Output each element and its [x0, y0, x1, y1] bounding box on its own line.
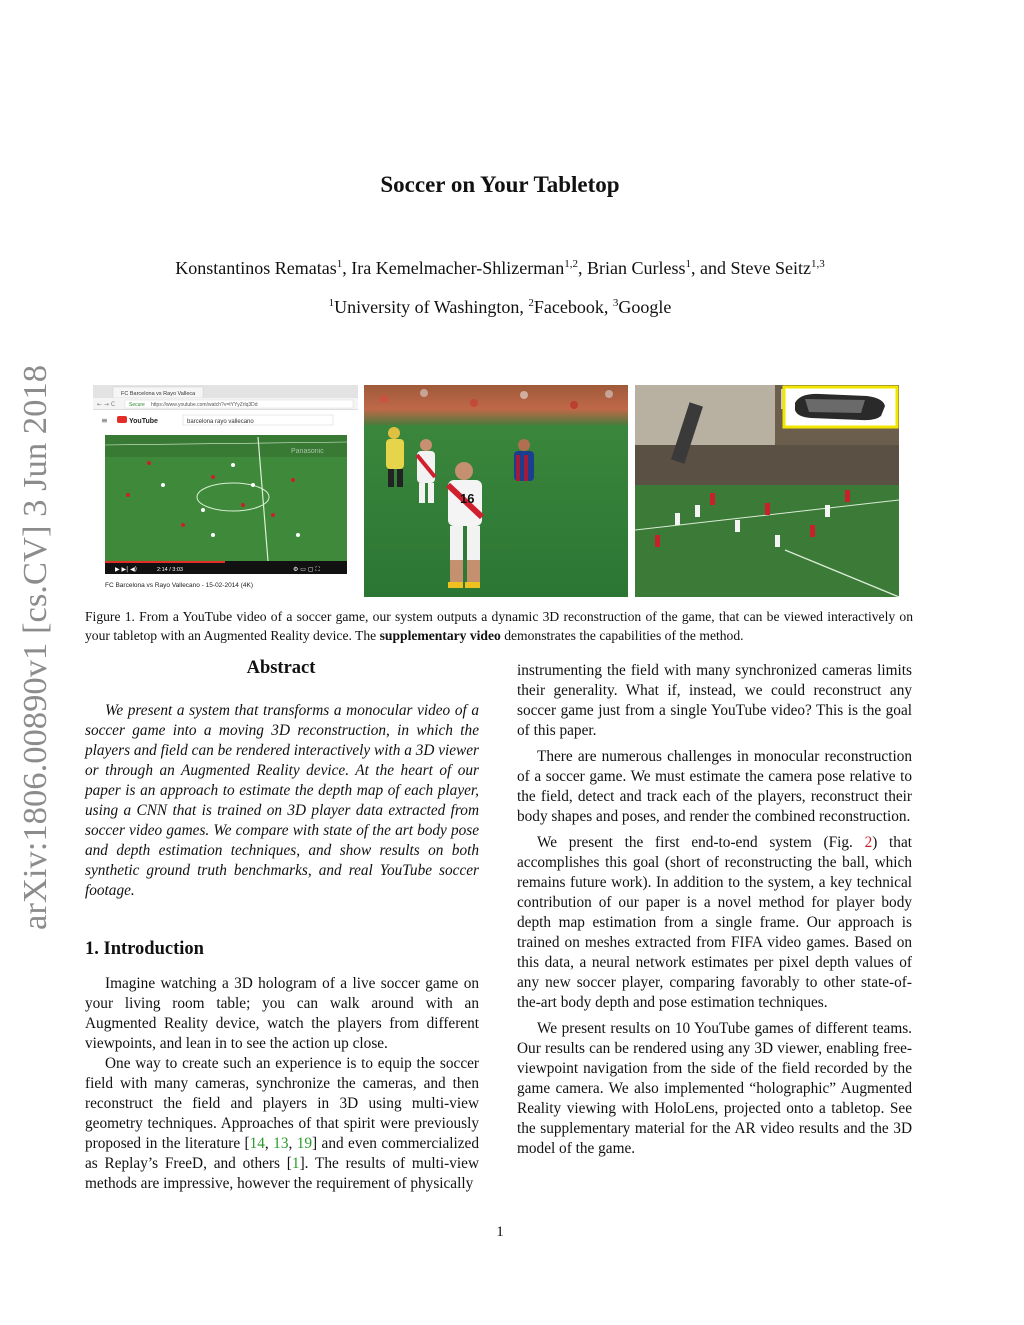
intro-paragraph-citations: One way to create such an experience is to equip the soccer field with many cameras, synchronize the cameras, and then reconstruct the field and players in 3D using multi-view geometry techniques. Approaches of that spirit were previously proposed in the literature [14, 13, 19] and even commercialized as Replay’s FreeD, and others [1]. The results of multi-view methods are impressive, however the requirement of physically — [85, 1055, 479, 1192]
citation-link[interactable]: 14 — [249, 1135, 265, 1152]
author-name: Steve Seitz — [730, 258, 811, 278]
citation-link[interactable]: 1 — [291, 1155, 300, 1172]
author-separator: , — [342, 258, 352, 278]
abstract-body — [85, 701, 479, 901]
caption-bold-text: supplementary video — [379, 628, 501, 643]
abstract-heading: Abstract — [246, 658, 316, 678]
figure-link[interactable]: 2 — [864, 834, 873, 851]
video-title: FC Barcelona vs Rayo Vallecano - 15-02-2014 (4K) — [105, 582, 254, 589]
youtube-search-text: barcelona rayo vallecano — [187, 419, 254, 425]
author-name: Ira Kemelmacher-Shlizerman — [351, 258, 565, 278]
video-settings-icons: ⚙ ▭ ▢ ⛶ — [293, 566, 320, 573]
affil-separator: , — [519, 297, 529, 317]
intro-paragraph: Imagine watching a 3D hologram of a live soccer game on your living room table; you can walk around with an Augmented Reality device, watch the players from different viewpoints, and lean in to see the action up close. — [85, 975, 479, 1052]
affil-sup: 3 — [612, 297, 619, 309]
author-affil-sup: 1,2 — [564, 258, 579, 270]
intro-text: One way to create such an experience is to equip the soccer field with many cameras, synchronize the cameras, and then reconstruct the field and players in 3D using multi-view geometry techniques. Approaches of that spirit were previously proposed in the literature [ — [85, 1055, 479, 1152]
affil-sup: 1 — [328, 297, 335, 309]
caption-text-end: demonstrates the capabilities of the method. — [500, 628, 744, 643]
intro-text: ] and even commercialized as Replay’s FreeD, and others [ — [85, 1135, 479, 1172]
author-name: Konstantinos Rematas — [175, 258, 337, 278]
figure-caption — [85, 607, 913, 645]
affil-name: Google — [618, 297, 672, 317]
abstract-text: We present a system that transforms a monocular video of a soccer game into a moving 3D reconstruction, in which the players and field can be rendered interactively with a 3D viewer or through an Augmented Reality device. At the heart of our paper is an approach to estimate the depth map of each player, using a CNN that is trained on 3D player data extracted from soccer video games. We compare with state of the art body pose and depth estimation techniques, and show results on both synthetic ground truth benchmarks, and real YouTube soccer footage. — [85, 702, 479, 899]
intro-text: ) that accomplishes this goal (short of reconstructing the ball, which remains future work). In addition to the system, a key technical contribution of our paper is a novel method for player body depth map estimation from a single frame. Our approach is trained on meshes extracted from FIFA video games. Based on this data, a neural network estimates per pixel depth values of any new soccer player, comparing favorably to other state-of-the-art body depth and pose estimation techniques. — [517, 834, 912, 1011]
arxiv-stamp — [10, 360, 56, 940]
video-watermark: Panasonic — [291, 448, 324, 455]
intro-right-column — [517, 661, 912, 1159]
author-affil-sup: 1 — [685, 258, 692, 270]
citation-link[interactable]: 19 — [296, 1135, 313, 1152]
paper-title: Soccer on Your Tabletop — [380, 172, 620, 197]
jersey-number: 16 — [460, 491, 475, 506]
browser-url: https://www.youtube.com/watch?v=tYYyZrlq3Dd — [151, 402, 258, 408]
browser-nav-icons: ← → C — [97, 401, 116, 408]
intro-text: ]. The results of multi-view methods are impressive, however the requirement of physically — [85, 1155, 479, 1192]
author-separator: , — [578, 258, 588, 278]
intro-heading: 1. Introduction — [85, 939, 204, 959]
caption-text: Figure 1. From a YouTube video of a soccer game, our system outputs a dynamic 3D reconstruction of the game, that can be viewed interactively on your tabletop with an Augmented Reality device. The — [85, 609, 913, 643]
video-controls-icons: ▶ ▶| ◀) — [115, 566, 138, 573]
author-separator: , and — [691, 258, 731, 278]
author-list — [0, 258, 1000, 279]
browser-secure-label: Secure — [129, 402, 145, 408]
affil-separator: , — [603, 297, 613, 317]
intro-paragraph-continued: instrumenting the field with many synchronized cameras limits their generality. What if, instead, we could reconstruct any soccer game just from a single YouTube video? This is the goal of this paper. — [517, 662, 912, 739]
arxiv-stamp-text: arXiv:1806.00890v1 [cs.CV] 3 Jun 2018 — [17, 374, 54, 930]
figure-youtube-screenshot — [93, 385, 358, 597]
browser-tab-title: FC Barcelona vs Rayo Valleca — [121, 391, 196, 397]
intro-paragraph — [517, 833, 912, 1013]
intro-left-column — [85, 974, 479, 1194]
affil-name: University of Washington — [334, 297, 520, 317]
figure-ar-tabletop — [635, 385, 899, 597]
intro-paragraph: There are numerous challenges in monocular reconstruction of a soccer game. We must estimate the camera pose relative to the field, detect and track each of the players, reconstruct their body shapes and poses, and render the combined reconstruction. — [517, 748, 912, 825]
author-affil-sup: 1 — [336, 258, 343, 270]
youtube-logo-icon — [117, 416, 127, 423]
intro-text: We present the first end-to-end system (Fig. — [537, 834, 865, 851]
affiliation-list — [0, 297, 1000, 318]
youtube-brand: YouTube — [129, 418, 158, 425]
figure-player-closeup — [364, 385, 628, 597]
affil-sup: 2 — [528, 297, 534, 309]
video-time: 2:14 / 3:03 — [157, 567, 183, 573]
citation-link[interactable]: 13 — [273, 1135, 289, 1152]
page-number: 1 — [496, 1224, 504, 1240]
menu-icon: ≡ — [101, 416, 108, 425]
author-name: Brian Curless — [587, 258, 686, 278]
author-affil-sup: 1,3 — [811, 258, 825, 270]
intro-paragraph: We present results on 10 YouTube games of different teams. Our results can be rendered using any 3D viewer, enabling free-viewpoint navigation from the side of the field recorded by the game camera. We also implemented “holographic” Augmented Reality viewing with HoloLens, projected onto a tabletop. See the supplementary material for the AR video results and the 3D model of the game. — [517, 1020, 912, 1157]
affil-name: Facebook — [533, 297, 604, 317]
